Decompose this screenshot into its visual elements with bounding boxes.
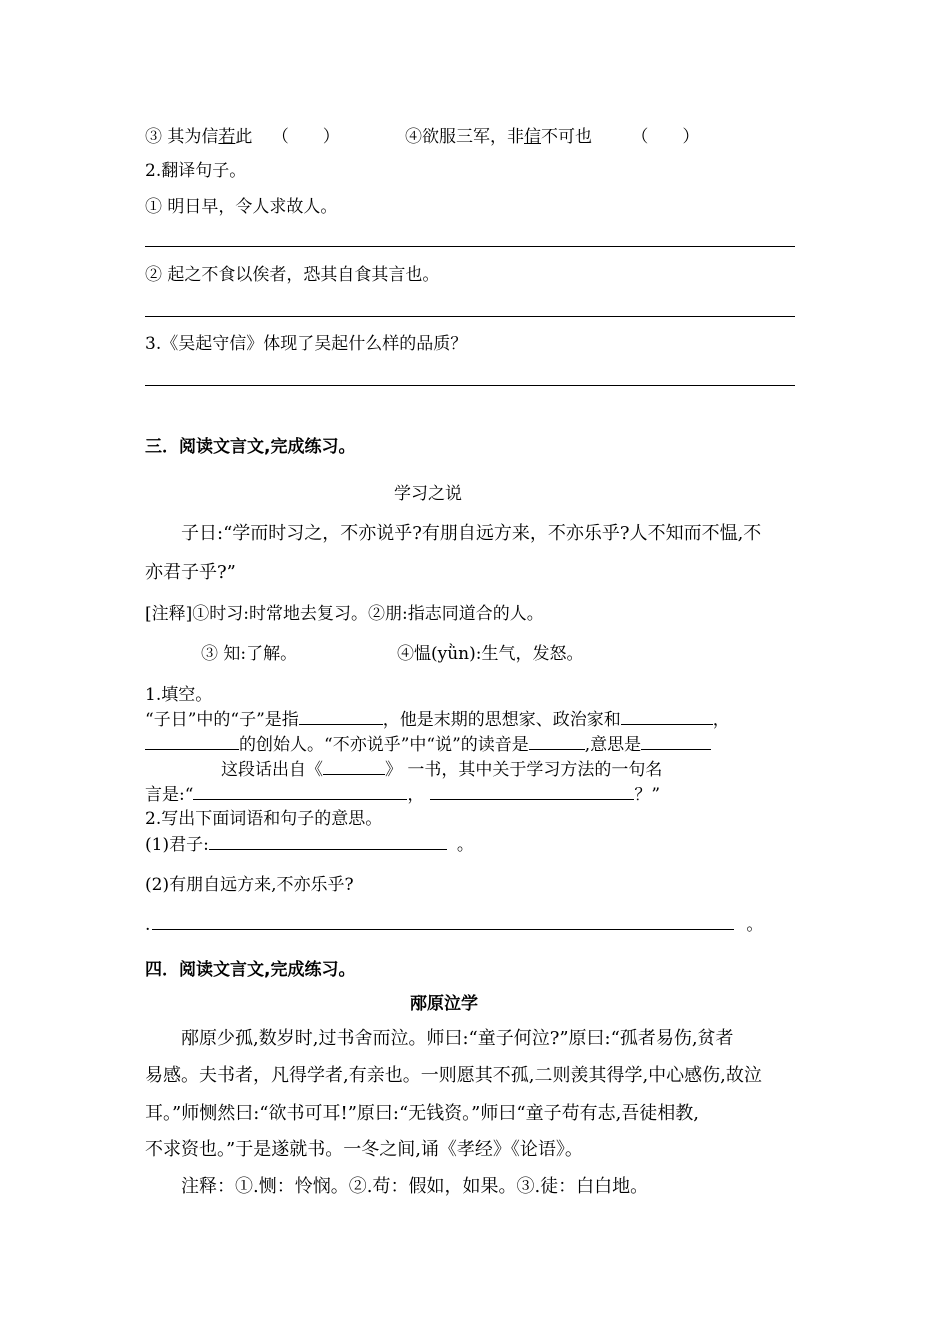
underlined-char: 若 [218, 127, 236, 147]
passage-line-1: 邴原少孤,数岁时,过书舍而泣。师曰:“童子何泣?”原曰:“孤者易伤,贫者 [181, 1028, 734, 1049]
blank-field[interactable] [529, 733, 585, 750]
blank-field[interactable] [152, 913, 734, 930]
fill-question-title: 1.填空。 [145, 685, 213, 705]
passage-line-1: 子日:“学而时习之，不亦说乎?有朋自远方来，不亦乐乎?人不知而不愠,不 [181, 523, 762, 544]
section-4-heading: 四．阅读文言文,完成练习。 [145, 960, 356, 980]
fill-line-4: 言是:“ ， ？” [145, 785, 661, 805]
meaning-item-2: (2)有朋自远方来,不亦乐乎? [145, 875, 354, 895]
notes: 注释：①.恻：怜悯。②.苟：假如，如果。③.徒：白白地。 [181, 1176, 649, 1197]
fill-line-2: 的创始人。“不亦说乎”中“说”的读音是 ,意思是 [145, 733, 711, 756]
section-3-heading: 三．阅读文言文,完成练习。 [145, 437, 356, 457]
meaning-question-title: 2.写出下面词语和句子的意思。 [145, 809, 383, 829]
passage-line-3: 耳。”师恻然曰:“欲书可耳!”原曰:“无钱资。”师曰“童子苟有志,吾徒相教, [145, 1103, 700, 1124]
question-2-title: 2.翻译句子。 [145, 161, 247, 181]
blank-field[interactable] [323, 758, 385, 775]
blank-field[interactable] [621, 708, 713, 725]
answer-line[interactable] [145, 246, 795, 247]
translate-sentence-2: ② 起之不食以俟者，恐其自食其言也。 [145, 265, 440, 285]
passage-line-4: 不求资也。”于是遂就书。一冬之间,诵《孝经》《论语》。 [145, 1139, 583, 1160]
blank-field[interactable] [299, 708, 383, 725]
underlined-char: 信 [524, 127, 541, 147]
question-3: 3.《吴起守信》体现了吴起什么样的品质？ [145, 334, 468, 354]
note-4: ④愠(yǜn):生气，发怒。 [397, 644, 584, 664]
blank-field[interactable] [145, 733, 239, 750]
blank-field[interactable] [430, 783, 634, 800]
meaning-item-2-answer: . 。 [145, 915, 764, 935]
blank-field[interactable] [641, 733, 711, 750]
fill-line-3: 这段话出自《 》 一书，其中关于学习方法的一句名 [221, 760, 663, 780]
answer-line[interactable] [145, 385, 795, 386]
passage-title: 邴原泣学 [410, 994, 478, 1014]
fill-line-1: “子日”中的“子”是指 ，他是末期的思想家、政治家和 ， [145, 710, 730, 730]
answer-parentheses: （ ） [631, 127, 700, 147]
q1-item-3: ③ 其为信若此 （ ） [145, 127, 340, 147]
passage-line-2: 亦君子乎?” [145, 562, 236, 583]
meaning-item-1: (1)君子: 。 [145, 835, 474, 855]
blank-field[interactable] [209, 833, 447, 850]
translate-sentence-1: ① 明日早，令人求故人。 [145, 197, 338, 217]
passage-title: 学习之说 [394, 484, 462, 504]
notes-line-1: [注释]①时习:时常地去复习。②朋:指志同道合的人。 [145, 604, 544, 624]
answer-line[interactable] [145, 316, 795, 317]
answer-parentheses: （ ） [271, 127, 340, 147]
passage-line-2: 易感。夫书者，凡得学者,有亲也。一则愿其不孤,二则羡其得学,中心感伤,故泣 [145, 1065, 762, 1086]
blank-field[interactable] [193, 783, 407, 800]
q1-item-4: ④欲服三军，非信不可也 （ ） [405, 127, 700, 147]
note-3: ③ 知:了解。 [201, 644, 298, 664]
